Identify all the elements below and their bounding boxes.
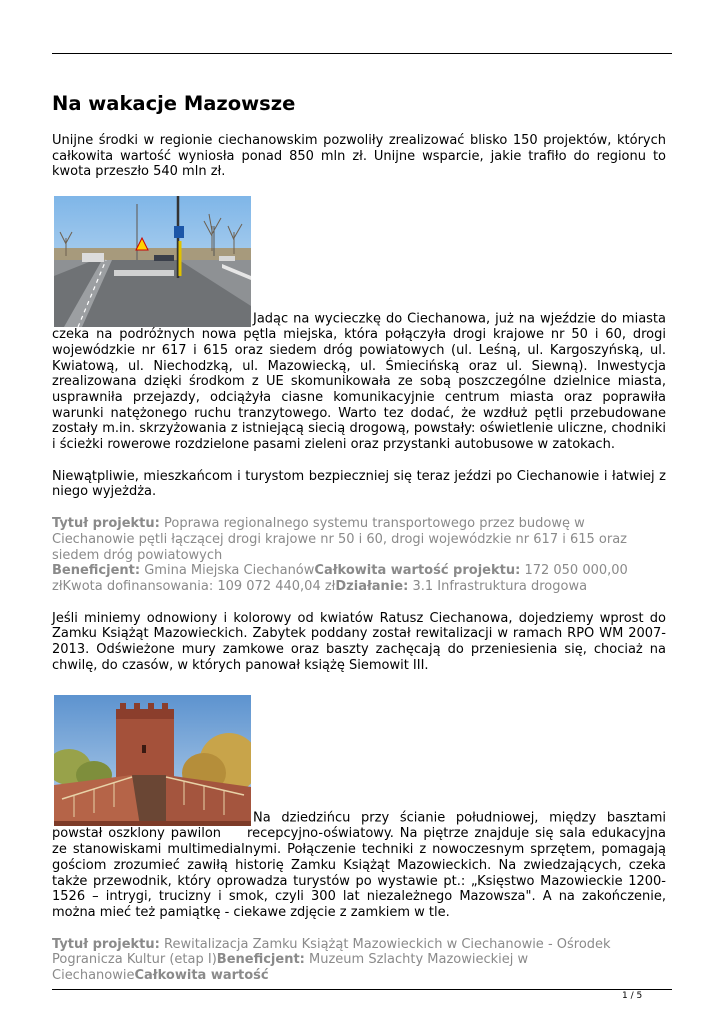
project1-action-label: Działanie: bbox=[335, 578, 409, 594]
project1-beneficiary-label: Beneficjent: bbox=[52, 563, 141, 579]
page-number: 1 / 5 bbox=[622, 991, 643, 1001]
project1-info bbox=[52, 516, 666, 595]
project2-total-label: Całkowita wartość bbox=[134, 968, 269, 984]
project1-title-label: Tytuł projektu: bbox=[52, 516, 160, 532]
followup-paragraph: Niewątpliwie, mieszkańcom i turystom bezpieczniej się teraz jeździ po Ciechanowie i łatwiej z niego wyjeżdża. bbox=[52, 468, 666, 500]
project2-title-label: Tytuł projektu: bbox=[52, 936, 160, 952]
project1-beneficiary-value: Gmina Miejska Ciechanów bbox=[144, 563, 315, 579]
courtyard-paragraph: Na dziedzińcu przy ścianie południowej, między basztami powstał oszklony pawilon recepcyjno-oświatowy. Na piętrze znajduje się sala edukacyjna ze stanowiskami multimedialnymi. Połączenie techniki z nowoczesnym sprzętem, pomagają gościom zrozumieć zawiłą historię Zamku Książąt Mazowieckich. Na zwiedzających, czeka także przewodnik, który oprowadza turystów po wystawie pt.: „Księstwo Mazowieckie 1200-1526 – intrygi, trucizny i smok, czyli 300 lat niezależnego Mazowsza". A na zakończenie, można mieć też pamiątkę - ciekawe zdjęcie z zamkiem w tle. bbox=[52, 695, 666, 920]
bottom-rule bbox=[52, 989, 672, 990]
project1-total-label: Całkowita wartość projektu: bbox=[314, 563, 521, 579]
project1-total-value: 172 050 000,00 zł bbox=[52, 563, 628, 594]
project2-beneficiary-value: Muzeum Szlachty Mazowieckiej w Ciechanowie bbox=[52, 952, 529, 984]
project2-beneficiary-label: Beneficjent: bbox=[216, 952, 305, 968]
intro-paragraph: Unijne środki w regionie ciechanowskim pozwoliły zrealizować blisko 150 projektów, których całkowita wartość wyniosła ponad 850 mln zł. Unijne wsparcie, jakie trafiło do regionu to kwota przeszło 540 mln zł. bbox=[52, 133, 666, 180]
road-paragraph: Jadąc na wycieczkę do Ciechanowa, już na wjeździe do miasta czeka na podróżnych nowa pętla miejska, która połączyła drogi krajowe nr 50 i 60, drogi wojewódzkie nr 617 i 615 oraz siedem dróg powiatowych (ul. Leśną, ul. Kargoszyńską, ul. Kwiatową, ul. Niechodzką, ul. Mazowiecką, ul. Śmiecińską oraz ul. Siewną). Inwestycja zrealizowana dzięki środkom z UE skomunikowała ze sobą poszczególne dzielnice miasta, usprawniła przejazdy, odciążyła ciasne komunikacyjnie centrum miasta oraz poprawiła warunki natężonego ruchu tranzytowego. Warto tez dodać, że wzdłuż pętli przebudowane zostały m.in. skrzyżowania z istniejącą siecią drogową, powstały: oświetlenie uliczne, chodniki i ścieżki rowerowe rozdzielone pasami zieleni oraz przystanki autobusowe w zatokach. bbox=[52, 196, 666, 453]
document-body bbox=[52, 92, 666, 984]
road-photo bbox=[54, 196, 251, 327]
top-rule bbox=[52, 53, 672, 54]
castle-photo bbox=[54, 695, 251, 826]
project1-funding: Kwota dofinansowania: 109 072 440,04 zł bbox=[62, 578, 336, 594]
project1-action-value: 3.1 Infrastruktura drogowa bbox=[412, 578, 588, 594]
project2-title-value: Rewitalizacja Zamku Książąt Mazowieckich w Ciechanowie - Ośrodek Pogranicza Kultur (etap I) bbox=[52, 936, 611, 968]
project1-title-value: Poprawa regionalnego systemu transportowego przez budowę w Ciechanowie pętli łączącej drogi krajowe nr 50 i 60, drogi wojewódzkie nr 617 i 615 oraz siedem dróg powiatowych bbox=[52, 516, 627, 563]
castle-paragraph: Jeśli miniemy odnowiony i kolorowy od kwiatów Ratusz Ciechanowa, dojedziemy wprost do Zamku Książąt Mazowieckich. Zabytek poddany został rewitalizacji w ramach RPO WM 2007-2013. Odświeżone mury zamkowe oraz baszty zachęcają do przeniesienia się, chociaż na chwilę, do czasów, w których panował książę Siemowit III. bbox=[52, 610, 666, 673]
project2-info bbox=[52, 937, 666, 984]
page-title: Na wakacje Mazowsze bbox=[52, 92, 296, 115]
